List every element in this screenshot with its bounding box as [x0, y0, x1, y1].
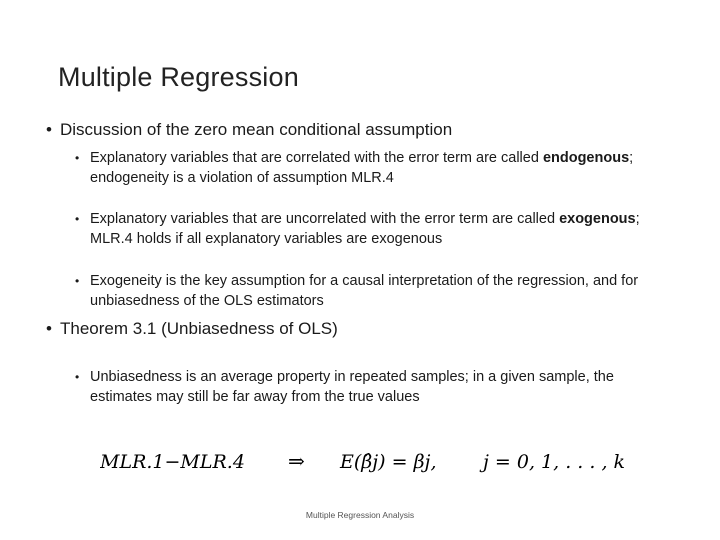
bullet-text: Theorem 3.1 (Unbiasedness of OLS) [60, 319, 338, 338]
sub-bullet-dot: • [75, 274, 80, 288]
formula-lhs: MLR.1−MLR.4 [100, 451, 245, 473]
formula-arrow: ⇒ [288, 449, 305, 473]
bullet-text: Discussion of the zero mean conditional assumption [60, 120, 453, 139]
slide-title: Multiple Regression [58, 62, 299, 92]
sub-bullet-endogenous [75, 148, 675, 188]
formula-rhs: E(β̂j) = βj, [340, 451, 437, 473]
sub-bullet-text: Explanatory variables that are uncorrelated with the error term are called [90, 211, 560, 227]
sub-bullet-text: Exogeneity is the key assumption for a causal interpretation of the regression, and for unbiasedness of the OLS estimators [90, 273, 639, 309]
sub-bullet-unbiasedness [75, 367, 675, 407]
sub-bullet-text-end: ; endogeneity is a violation of assumption MLR.4 [90, 150, 634, 186]
sub-bullet-text-end: ; MLR.4 holds if all explanatory variables are exogenous [90, 211, 640, 247]
sub-bullet-text: Explanatory variables that are correlated with the error term are called [90, 150, 543, 166]
sub-bullet-text: Unbiasedness is an average property in repeated samples; in a given sample, the estimates may still be far away from the true values [90, 369, 614, 405]
sub-bullet-exogeneity [75, 271, 675, 311]
slide-footer: Multiple Regression Analysis [305, 510, 415, 520]
sub-bullet-exogenous [75, 209, 675, 249]
sub-bullet-dot: • [75, 151, 80, 165]
unbiasedness-formula [100, 444, 660, 484]
sub-bullet-dot: • [75, 370, 80, 384]
bullet-dot: • [46, 120, 52, 139]
term-exogenous: exogenous [559, 211, 636, 227]
bullet-zero-mean [46, 120, 452, 140]
sub-bullet-dot: • [75, 212, 80, 226]
formula-index: j = 0, 1, . . . , k [483, 451, 626, 473]
bullet-theorem [46, 319, 338, 339]
term-endogenous: endogenous [542, 150, 630, 166]
bullet-dot: • [46, 319, 52, 338]
